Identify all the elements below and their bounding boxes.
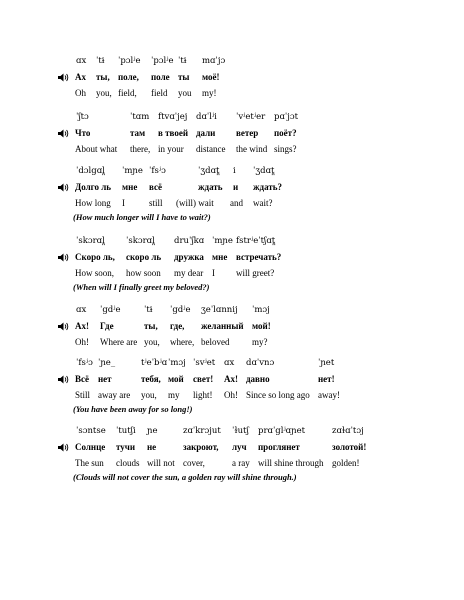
russian-word: нет! [318,374,335,384]
translation: (You have been away for so long!) [73,404,193,414]
english-word: I [212,268,215,278]
ipa-word: ˈfsʲɔ [76,358,93,368]
english-word: (will) wait [176,198,214,208]
ipa-word: ˈtutʃi [116,426,136,436]
russian-word: Где [100,321,114,331]
english-word: still [149,198,163,208]
russian-word: луч [232,442,247,452]
russian-word: Солнце [75,442,106,452]
russian-word: Скоро ль, [75,252,115,262]
english-word: How soon, [75,268,115,278]
russian-word: дружка [174,252,204,262]
speaker-icon[interactable] [58,375,69,384]
ipa-word: ˈmɲe [212,236,233,246]
ipa-word: ˈtɑm [130,112,150,122]
russian-word: в твоей [158,128,189,138]
english-word: will shine through [258,458,324,468]
english-word: Still [75,390,91,400]
ipa-word: ˈtɨ [96,56,105,66]
russian-word: ждать? [253,182,283,192]
english-word: clouds [116,458,140,468]
russian-word: там [130,128,146,138]
ipa-word: ˈvʲetʲer [236,112,266,122]
ipa-word: ˈʃtɔ [76,112,89,122]
ipa-word: ɑx [76,305,87,315]
ipa-word: ˈdɔlgɑl̪ [76,166,105,176]
translation: (When will I finally greet my beloved?) [73,282,210,292]
russian-word: мне [122,182,138,192]
english-word: I [122,198,125,208]
ipa-word: zɑɫɑˈtɔj [332,426,364,436]
ipa-word: dɑˈvnɔ [246,358,275,368]
russian-word: мне [212,252,228,262]
russian-word: мой! [252,321,271,331]
ipa-word: prɑˈglʲɑɲet [258,426,306,436]
english-word: where, [170,337,195,347]
russian-word: ветер [236,128,259,138]
russian-word: закроют, [183,442,219,452]
english-word: my [168,390,180,400]
speaker-icon[interactable] [58,443,69,452]
speaker-icon[interactable] [58,322,69,331]
russian-word: поёт? [274,128,297,138]
english-word: Oh! [75,337,89,347]
russian-word: давно [246,374,270,384]
russian-word: тебя, [141,374,161,384]
ipa-word: ɑx [76,56,87,66]
ipa-word: i [233,166,236,176]
english-word: you, [96,88,112,98]
ipa-word: ˈɫutʃ [232,426,249,436]
translation: (How much longer will I have to wait?) [73,212,211,222]
english-word: How long [75,198,111,208]
english-word: how soon [126,268,161,278]
ipa-word: ˈmɲe [122,166,143,176]
russian-word: не [147,442,157,452]
ipa-word: ˈpɔlʲe [118,56,141,66]
english-word: sings? [274,144,297,154]
russian-word: поле, [118,72,139,82]
speaker-icon[interactable] [58,253,69,262]
russian-word: тучи [116,442,136,452]
ipa-word: ɲe [147,426,158,436]
english-word: cover, [183,458,205,468]
russian-word: желанный [201,321,244,331]
russian-word: скоро ль [126,252,162,262]
english-word: my? [252,337,268,347]
ipa-word: ˈtɨ [178,56,187,66]
english-word: golden! [332,458,360,468]
speaker-icon[interactable] [58,129,69,138]
english-word: will greet? [236,268,275,278]
russian-word: дали [196,128,216,138]
english-word: Since so long ago [246,390,310,400]
ipa-word: ftvɑˈjej [158,112,188,122]
english-word: and [230,198,243,208]
russian-word: Ах! [75,321,89,331]
ipa-word: ˈgdʲe [170,305,191,315]
ipa-word: ˈfsʲɔ [149,166,166,176]
english-word: Oh [75,88,86,98]
russian-word: золотой! [332,442,367,452]
russian-word: ты [178,72,190,82]
english-word: wait? [253,198,273,208]
russian-word: ты, [144,321,158,331]
ipa-word: ˈɲe_ [98,358,116,368]
ipa-word: ˈʒdɑt̪ [198,166,220,176]
ipa-word: ʒeˈlɑnnij [201,305,238,315]
ipa-word: dɑˈlʲi [196,112,217,122]
ipa-word: ˈtɨ [144,305,153,315]
ipa-word: tʲeˈbʲɑ [141,358,168,368]
russian-word: свет! [193,374,214,384]
russian-word: всё [149,182,162,192]
ipa-word: ɑx [224,358,235,368]
english-word: About what [75,144,118,154]
russian-word: мой [168,374,184,384]
ipa-word: ˈskɔrɑl̪ [76,236,105,246]
speaker-icon[interactable] [58,183,69,192]
ipa-word: pɑˈjɔt [274,112,299,122]
russian-word: моё! [202,72,220,82]
ipa-word: ˈmɔj [252,305,270,315]
english-word: you, [144,337,160,347]
russian-word: Что [75,128,91,138]
english-word: the wind [236,144,268,154]
russian-word: Ах [75,72,86,82]
speaker-icon[interactable] [58,73,69,82]
english-word: beloved [201,337,230,347]
ipa-word: ˈmɔj [168,358,186,368]
ipa-word: fstrʲeˈtʃɑt̪ [236,236,276,246]
english-word: The sun [75,458,104,468]
translation: (Clouds will not cover the sun, a golden ray will shine through.) [73,472,297,482]
ipa-word: ˈgdʲe [100,305,121,315]
russian-word: и [233,182,239,192]
english-word: distance [196,144,226,154]
russian-word: Всё [75,374,89,384]
english-word: field, [118,88,137,98]
english-word: away are [98,390,131,400]
ipa-word: druˈʃkɑ [174,236,205,246]
english-word: Oh! [224,390,238,400]
ipa-word: ˈʒdɑt̪ [253,166,275,176]
russian-word: нет [98,374,112,384]
english-word: light! [193,390,213,400]
russian-word: поле [151,72,170,82]
english-word: will not [147,458,175,468]
english-word: my dear [174,268,204,278]
russian-word: где, [170,321,185,331]
english-word: you, [141,390,157,400]
ipa-word: zɑˈkrɔjut [183,426,221,436]
ipa-word: ˈsɔntse [76,426,106,436]
russian-word: Долго ль [75,182,112,192]
english-word: there, [130,144,151,154]
english-word: my! [202,88,217,98]
ipa-word: ˈpɔlʲe [151,56,174,66]
ipa-word: mɑˈjɔ [202,56,226,66]
english-word: away! [318,390,340,400]
russian-word: ждать [198,182,223,192]
ipa-word: ˈsvʲet [193,358,216,368]
english-word: in your [158,144,184,154]
ipa-word: ˈskɔrɑl̪ [126,236,155,246]
english-word: a ray [232,458,250,468]
english-word: Where are [100,337,138,347]
russian-word: встречать? [236,252,282,262]
russian-word: Ах! [224,374,238,384]
russian-word: проглянет [258,442,300,452]
ipa-word: ˈɲet [318,358,335,368]
russian-word: ты, [96,72,110,82]
english-word: you [178,88,192,98]
english-word: field [151,88,168,98]
